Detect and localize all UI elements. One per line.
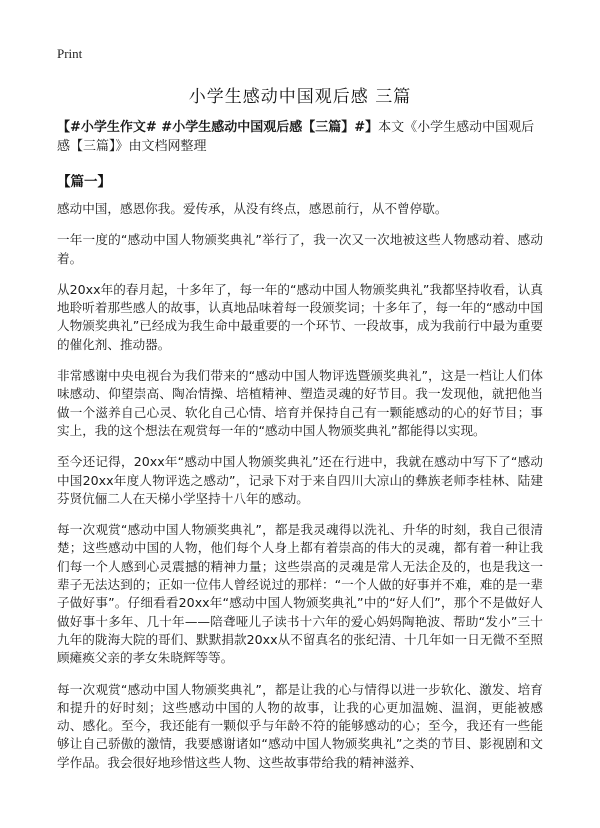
document-title: 小学生感动中国观后感 三篇 <box>188 87 412 107</box>
paragraph: 每一次观赏“感动中国人物颁奖典礼”，都是让我的心与情得以进一步软化、激发、培育和提升的好时刻；这些感动中国的人物的故事，让我的心更加温婉、温润，更能被感动、感化。至今，我还能有一颗似乎与年龄不符的能够感动的心；至今，我还有一些能够让自己骄傲的激情，我要感谢诸如“感动中国人物颁奖典礼”之类的节目、影视剧和文学作品。我会很好地珍惜这些人物、这些故事带给我的精神滋养、 <box>57 681 543 770</box>
paragraph: 每一次观赏“感动中国人物颁奖典礼”，都是我灵魂得以洗礼、升华的时刻，我自己很清楚；这些感动中国的人物，他们每个人身上都有着崇高的伟大的灵魂，都有着一种让我们每一个人感到心灵震撼的精神力量；这些崇高的灵魂是常人无法企及的，也是我这一辈子无法达到的；正如一位伟人曾经说过的那样：“一个人做的好事并不难，难的是一辈子做好事”。仔细看看20xx年“感动中国人物颁奖典礼”中的“好人们”，那个不是做好人做好事十多年、几十年——陪聋哑儿子读书十六年的爱心妈妈陶艳波、帮助“发小”三十九年的陇海大院的哥们、默默捐款20xx从不留真名的张纪清、十几年如一日无微不至照顾瘫痪父亲的孝女朱晓辉等等。 <box>57 522 543 666</box>
print-link[interactable]: Print <box>57 46 83 61</box>
paragraph: 非常感谢中央电视台为我们带来的“感动中国人物评选暨颁奖典礼”，这是一档让人们体味感动、仰望崇高、陶冶情操、培植精神、塑造灵魂的好节目。我一发现他，就把他当做一个滋养自己心灵、软化自己心情、培育并保持自己有一颗能感动的心的好节目；事实上，我的这个想法在观赏每一年的“感动中国人物颁奖典礼”都能得以实现。 <box>57 368 543 438</box>
paragraph: 至今还记得，20xx年“感动中国人物颁奖典礼”还在行进中，我就在感动中写下了“感动中国20xx年度人物评选之感动”，记录下对于来自四川大凉山的彝族老师李桂林、陆建芬贤伉俪二人在天梯小学坚持十八年的感动。 <box>57 454 543 506</box>
article-body <box>57 200 543 785</box>
paragraph: 一年一度的“感动中国人物颁奖典礼”举行了，我一次又一次地被这些人物感动着、感动着。 <box>57 232 543 266</box>
paragraph: 从20xx年的春月起，十多年了，每一年的“感动中国人物颁奖典礼”我都坚持收看，认真地聆听着那些感人的故事，认真地品味着每一段颁奖词；十多年了，每一年的“感动中国人物颁奖典礼”已经成为我生命中最重要的一个环节、一段故事，成为我前行中最为重要的催化剂、推动器。 <box>57 281 543 352</box>
paragraph: 感动中国，感恩你我。爱传承，从没有终点，感恩前行，从不曾停歇。 <box>57 201 448 216</box>
section-heading: 【篇一】 <box>57 174 111 190</box>
intro-line <box>57 118 543 156</box>
intro-text: 本文《小学生感动中国观后感【三篇】》由文档网整理 <box>57 120 535 154</box>
intro-tag: 【#小学生作文# #小学生感动中国观后感【三篇】#】 <box>57 120 379 135</box>
